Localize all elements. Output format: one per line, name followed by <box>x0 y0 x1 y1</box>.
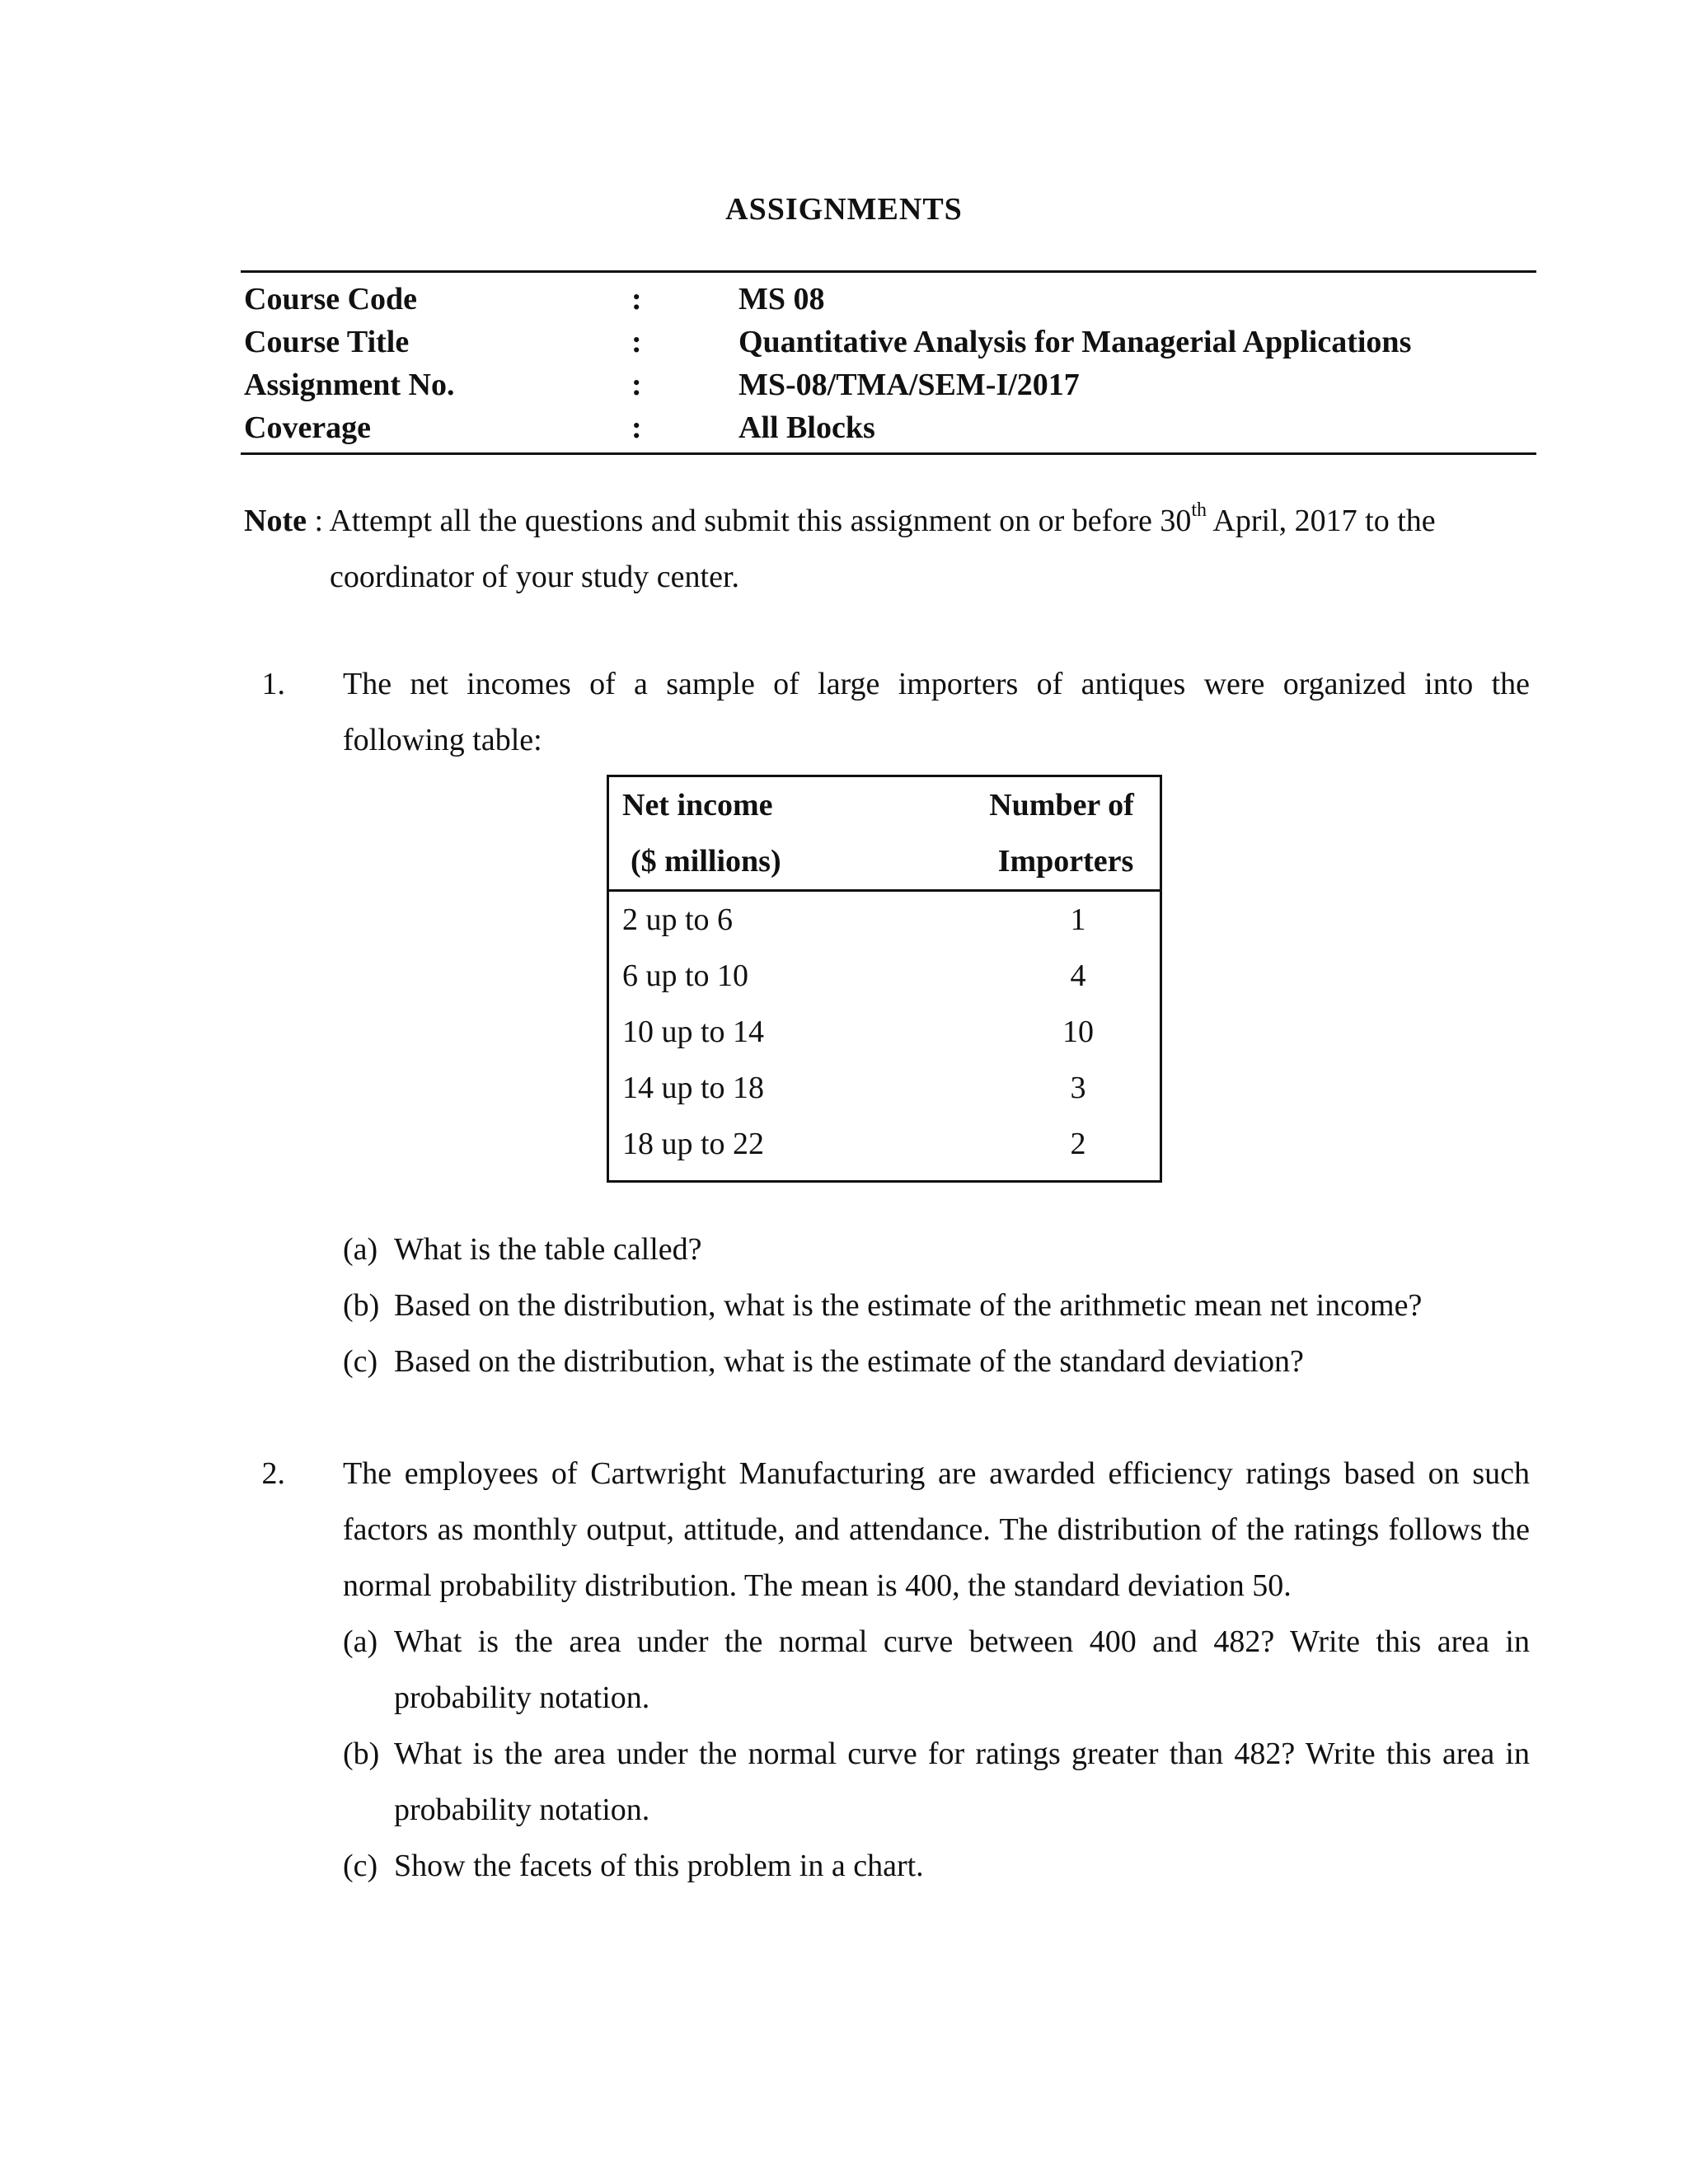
course-title-label: Course Title <box>244 325 410 359</box>
assignment-no-value: MS-08/TMA/SEM-I/2017 <box>738 368 1080 402</box>
header-importers: Importers <box>997 844 1134 879</box>
sub-question <box>343 1333 1530 1390</box>
note-superscript: th <box>1191 499 1207 521</box>
importer-count: 3 <box>1070 1071 1086 1105</box>
coverage-label: Coverage <box>244 410 372 445</box>
sub-question-text: What is the area under the normal curve between 400 and 482? Write this area in probability notation. <box>394 1624 1530 1715</box>
income-range: 6 up to 10 <box>622 958 749 993</box>
colon: : <box>631 368 642 402</box>
header-millions: ($ millions) <box>631 844 781 879</box>
question-number: 1. <box>261 667 285 701</box>
sub-question-letter: (c) <box>343 1344 378 1379</box>
assignment-no-label: Assignment No. <box>244 368 455 402</box>
sub-question-letter: (b) <box>343 1288 380 1323</box>
course-code-value: MS 08 <box>738 282 825 316</box>
course-info-table <box>241 270 1536 455</box>
table-row <box>622 948 1146 1004</box>
question-intro-line-1: The net incomes of a sample of large importers of antiques were organized into the <box>343 667 1530 701</box>
sub-question-text: Based on the distribution, what is the estimate of the arithmetic mean net income? <box>394 1288 1423 1323</box>
frequency-table <box>607 775 1162 1183</box>
importer-count: 10 <box>1062 1015 1094 1049</box>
income-range: 14 up to 18 <box>622 1071 765 1105</box>
question-intro-line-2: following table: <box>343 723 542 757</box>
income-range: 2 up to 6 <box>622 902 734 937</box>
table-row <box>622 1116 1146 1172</box>
colon: : <box>631 282 642 316</box>
course-title-value: Quantitative Analysis for Managerial Applications <box>738 325 1412 359</box>
note-line-1 <box>244 493 1530 549</box>
sub-question-text: What is the area under the normal curve for ratings greater than 482? Write this area in probability notation. <box>394 1736 1530 1827</box>
sub-question-letter: (c) <box>343 1849 378 1883</box>
table-row <box>622 892 1146 948</box>
note-text: : Attempt all the questions and submit this assignment on or before 30 <box>314 504 1192 538</box>
course-code-row <box>241 278 1536 321</box>
sub-question-letter: (b) <box>343 1736 380 1771</box>
header-net-income: Net income <box>622 788 773 823</box>
importer-count: 4 <box>1070 958 1086 993</box>
table-row <box>622 1060 1146 1116</box>
note-line-2: coordinator of your study center. <box>330 560 740 594</box>
sub-question <box>343 1838 1530 1894</box>
colon: : <box>631 325 642 359</box>
header-number-of: Number of <box>989 788 1134 823</box>
coverage-value: All Blocks <box>738 410 875 445</box>
income-range: 18 up to 22 <box>622 1127 765 1161</box>
question-number: 2. <box>261 1456 285 1491</box>
question-intro: The employees of Cartwright Manufacturing are awarded efficiency ratings based on such factors as monthly output, attitude, and attendance. The distribution of the ratings follows the normal probability distribution. The mean is 400, the standard deviation 50. <box>343 1456 1530 1603</box>
sub-question-text: Based on the distribution, what is the estimate of the standard deviation? <box>394 1344 1304 1379</box>
note-text-end: April, 2017 to the <box>1207 504 1436 538</box>
course-code-label: Course Code <box>244 282 418 316</box>
sub-question-text: What is the table called? <box>394 1232 702 1267</box>
sub-question <box>343 1726 1530 1838</box>
importer-count: 2 <box>1070 1127 1086 1161</box>
sub-question-letter: (a) <box>343 1624 378 1659</box>
question-body <box>343 1446 1530 1894</box>
note-paragraph <box>244 493 1530 605</box>
importer-count: 1 <box>1070 902 1086 937</box>
table-body <box>609 892 1160 1180</box>
sub-question <box>343 1277 1530 1333</box>
page-title: ASSIGNMENTS <box>725 192 963 227</box>
table-header <box>609 777 1160 892</box>
income-range: 10 up to 14 <box>622 1015 765 1049</box>
question-body <box>343 656 1530 768</box>
course-title-row <box>241 321 1536 363</box>
assignment-no-row <box>241 363 1536 406</box>
colon: : <box>631 410 642 445</box>
coverage-row <box>241 406 1536 449</box>
sub-question <box>343 1614 1530 1726</box>
table-row <box>622 1004 1146 1060</box>
sub-question-letter: (a) <box>343 1232 378 1267</box>
note-label: Note <box>244 504 307 538</box>
sub-question-text: Show the facets of this problem in a chart. <box>394 1849 924 1883</box>
sub-question <box>343 1221 1530 1277</box>
